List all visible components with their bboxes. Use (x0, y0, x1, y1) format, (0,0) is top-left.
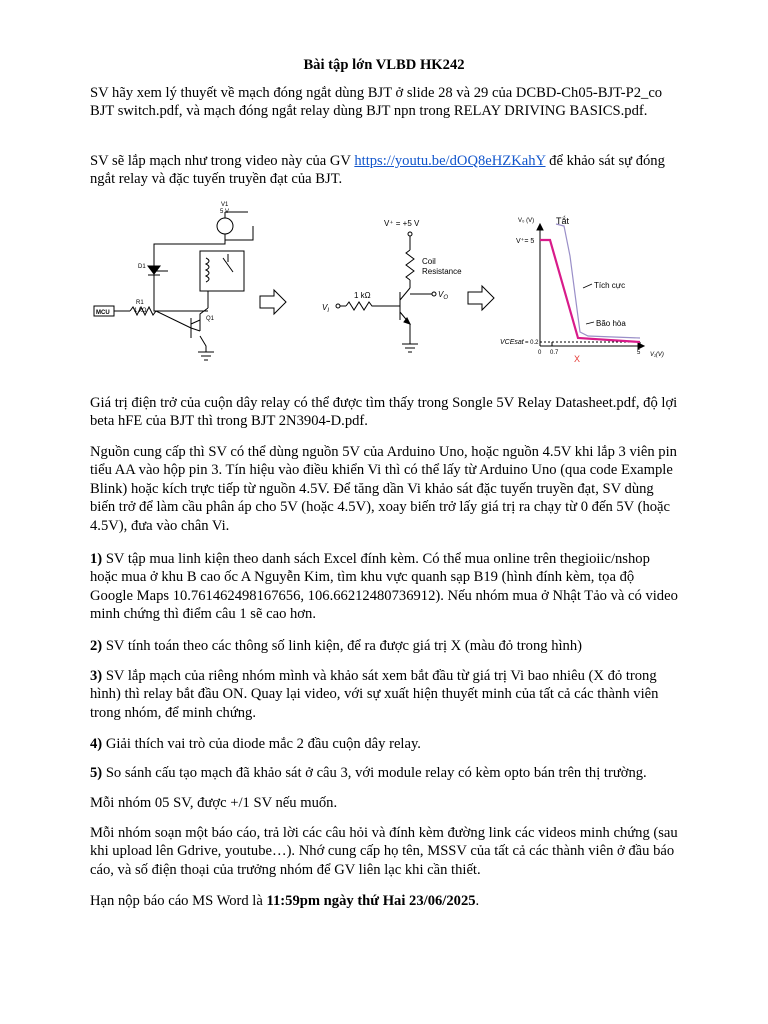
bjt-switch-circuit (336, 232, 436, 352)
x-tick-5: 5 (637, 350, 641, 356)
question-4 (90, 735, 680, 753)
question-5-number: 5) (90, 765, 103, 781)
r1-value: 1 kΩ (134, 308, 147, 314)
relay-box (200, 251, 244, 291)
mcu-label: MCU (96, 310, 110, 316)
d1-label: D1 (138, 264, 146, 270)
vcesat-value: = 0.2 (525, 340, 539, 346)
curve-ylabel: V₀ (V) (518, 218, 535, 224)
video-text-after: để khảo sát sự đóng ngắt relay và đặc tuyến truyền đạt của BJT. (90, 153, 665, 188)
relay-circuit (94, 212, 253, 360)
v1-label: V1 (221, 202, 229, 208)
x-tick-0: 0 (538, 350, 542, 356)
deadline-period: . (475, 893, 480, 909)
coil-label: Coil (422, 257, 436, 266)
diode-symbol (148, 266, 160, 274)
tat-label: Tắt (556, 216, 570, 226)
question-4-text: Giải thích vai trò của diode mắc 2 đầu cuộn dây relay. (102, 736, 421, 752)
vi-label: $V_I$ (322, 303, 330, 314)
tich-cuc-label: Tích cực (594, 281, 626, 290)
datasheet-paragraph: Giá trị điện trở của cuộn dây relay có thể được tìm thấy trong Songle 5V Relay Datasheet.pdf, độ lợi beta hFE của BJT thì trong BJT 2N3904-D.pdf. (90, 395, 678, 430)
question-1-number: 1) (90, 551, 103, 567)
question-2-number: 2) (90, 638, 103, 654)
video-paragraph (90, 152, 680, 189)
vcesat-label: VCEsat (500, 339, 524, 346)
deadline-text: Hạn nộp báo cáo MS Word là (90, 893, 267, 909)
coil-resistor (406, 250, 414, 280)
vplus-label: V⁺ = +5 V (384, 219, 420, 228)
circuit-figure (88, 196, 680, 382)
question-3 (90, 667, 680, 722)
vo-label: $V_O$ (438, 290, 449, 301)
question-2-text: SV tính toán theo các thông số linh kiện, để ra được giá trị X (màu đỏ trong hình) (102, 638, 583, 654)
bao-hoa-label: Bão hòa (596, 319, 626, 328)
deadline-paragraph (90, 892, 680, 910)
v1-value: 5 V (220, 209, 230, 215)
arrow-right-1 (260, 290, 286, 314)
arrow-right-2 (468, 286, 494, 310)
input-resistor (346, 302, 400, 310)
coil-resistance-label: Resistance (422, 267, 462, 276)
v1-source-symbol (217, 218, 233, 234)
intro-paragraph: SV hãy xem lý thuyết về mạch đóng ngắt dùng BJT ở slide 28 và 29 của DCBD-Ch05-BJT-P2_co BJT switch.pdf, và mạch đóng ngắt relay dùng BJT npn trong RELAY DRIVING BASICS.pdf. (90, 85, 663, 120)
power-paragraph: Nguồn cung cấp thì SV có thể dùng nguồn 5V của Arduino Uno, hoặc nguồn 4.5V khi lắp 3 viên pin tiểu AA vào hộp pin 3. Tín hiệu vào điều khiển Vi thì có thể lấy từ Arduino Uno (qua code Example Blink) hoặc kích trực tiếp từ nguồn 4.5V. Để tăng dần Vi khảo sát đặc tuyến truyền đạt, SV dùng biến trở để làm cầu phân áp cho 5V (hoặc 4.5V), xoay biến trở lấy giá trị ra chạy từ 0 đến 5V (hoặc 4.5V), đưa vào chân Vi. (90, 444, 677, 534)
question-3-number: 3) (90, 668, 103, 684)
question-1-text: SV tập mua linh kiện theo danh sách Excel đính kèm. Có thể mua online trên thegioiic/nshop hoặc mua ở khu B cao ốc A Nguyễn Kim, tìm khu vực quanh sạp B19 (hình đính kèm, tọa độ Google Maps 10.761462498167656, 106.66212480736912). Nếu nhóm mua ở Nhật Tảo và có video minh chứng thì điểm câu 1 sẽ cao hơn. (90, 551, 678, 623)
transfer-curve-chart (537, 224, 644, 349)
group-size-paragraph: Mỗi nhóm 05 SV, được +/1 SV nếu muốn. (90, 795, 338, 811)
vplus-tick: V⁺= 5 (516, 238, 535, 245)
report-paragraph: Mỗi nhóm soạn một báo cáo, trả lời các câu hỏi và đính kèm đường link các videos minh chứng (sau khi upload lên Gdrive, youtube…). Nhớ cung cấp họ tên, MSSV của tất cả các thành viên ở đầu báo cáo, và số điện thoại của trưởng nhóm để GV liên lạc khi cần thiết. (90, 825, 678, 878)
relay-coil-symbol (206, 258, 209, 282)
x-mark-label: X (574, 354, 581, 364)
question-5 (90, 764, 680, 782)
video-text-before: SV sẽ lắp mạch như trong video này của GV (90, 153, 355, 169)
document-title: Bài tập lớn VLBD HK242 (303, 57, 465, 73)
question-5-text: So sánh cấu tạo mạch đã khảo sát ở câu 3, với module relay có kèm opto bán trên thị trường. (102, 765, 647, 781)
curve-xlabel: V₁(V) (650, 352, 664, 358)
deadline-date: 11:59pm ngày thứ Hai 23/06/2025 (266, 893, 476, 909)
youtube-link[interactable]: https://youtu.be/dOQ8eHZKahY (354, 153, 546, 169)
x-tick-07: 0.7 (550, 350, 559, 356)
question-2 (90, 637, 680, 655)
question-3-text: SV lắp mạch của riêng nhóm mình và khảo sát xem bắt đầu từ giá trị Vi bao nhiêu (X đỏ trong hình) thì relay bắt đầu ON. Quay lại video, với sự xuất hiện thuyết minh của tất cả các thành viên trong nhóm, để minh chứng. (90, 668, 659, 721)
q1-label: Q1 (206, 316, 215, 322)
r1-label: R1 (136, 300, 144, 306)
input-resistor-label: 1 kΩ (354, 291, 371, 300)
question-4-number: 4) (90, 736, 103, 752)
question-1 (90, 550, 680, 624)
